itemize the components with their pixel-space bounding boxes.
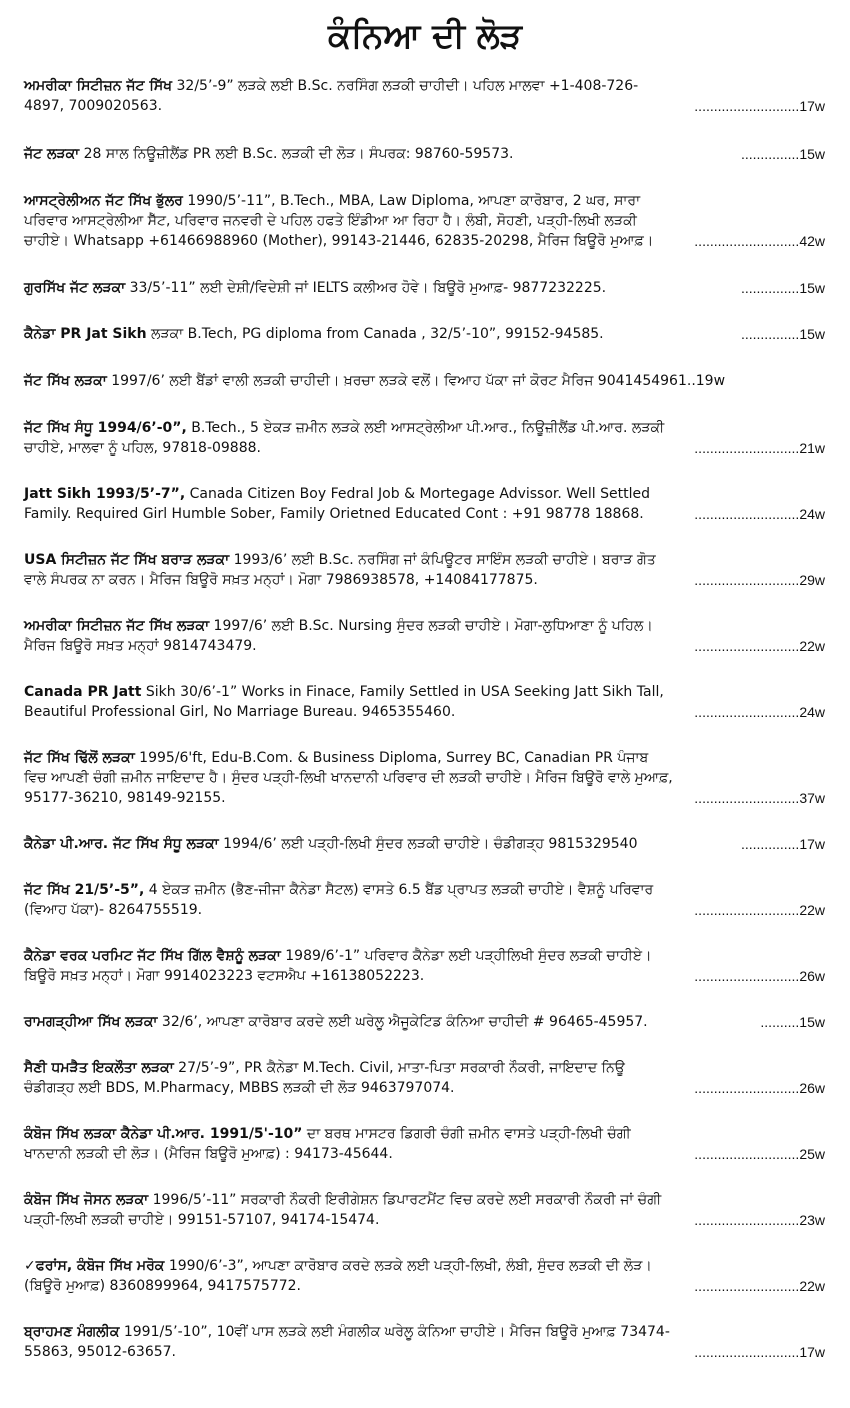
ad-code: ...........................21w: [694, 440, 825, 456]
classified-ad: [24, 76, 825, 116]
ad-code: ...........................42w: [694, 233, 825, 249]
classified-ad: [24, 1012, 825, 1032]
ad-code: ...........................25w: [694, 1146, 825, 1162]
classified-ad: [24, 144, 825, 164]
classified-ad: [24, 278, 825, 298]
classified-ad: [24, 1190, 825, 1230]
page-title: ਕੰਨਿਆ ਦੀ ਲੋੜ: [328, 16, 522, 56]
ad-heading: ਬ੍ਰਾਹਮਣ ਮੰਗਲੀਕ: [24, 1324, 120, 1340]
ad-code: ...............15w: [740, 280, 825, 296]
ad-code: ...........................26w: [694, 968, 825, 984]
classified-ad: [24, 1322, 825, 1362]
ad-text: 1991/5’-10”, 10ਵੀਂ ਪਾਸ ਲੜਕੇ ਲਈ ਮੰਗਲੀਕ ਘਰੇਲੂ ਕੰਨਿਆ ਚਾਹੀਏ। ਮੈਰਿਜ ਬਿਊਰੋ ਮੁਆਫ਼ 73474-55863, 95012-63657.: [24, 1324, 670, 1360]
ad-body: [24, 1012, 825, 1032]
ad-text: 27/5’-9”, PR ਕੈਨੇਡਾ M.Tech. Civil, ਮਾਤਾ-ਪਿਤਾ ਸਰਕਾਰੀ ਨੌਕਰੀ, ਜਾਇਦਾਦ ਨਿਊ ਚੰਡੀਗੜ੍ਹ ਲਈ BDS, M.Pharmacy, MBBS ਲੜਕੀ ਦੀ ਲੋੜ 9463797074.: [24, 1060, 625, 1096]
ad-code: ...........................17w: [694, 98, 825, 114]
classified-ad: [24, 880, 825, 920]
ad-code: ...........................22w: [694, 638, 825, 654]
ad-text: B.Tech., 5 ਏਕੜ ਜ਼ਮੀਨ ਲੜਕੇ ਲਈ ਆਸਟ੍ਰੇਲੀਆ ਪੀ.ਆਰ., ਨਿਊਜ਼ੀਲੈਂਡ ਪੀ.ਆਰ. ਲੜਕੀ ਚਾਹੀਏ, ਮਾਲਵਾ ਨੂੰ ਪਹਿਲ, 97818-09888.: [24, 420, 665, 456]
ad-text: 4 ਏਕੜ ਜ਼ਮੀਨ (ਭੈਣ-ਜੀਜਾ ਕੈਨੇਡਾ ਸੈਟਲ) ਵਾਸਤੇ 6.5 ਬੈਂਡ ਪ੍ਰਾਪਤ ਲੜਕੀ ਚਾਹੀਏ। ਵੈਸ਼ਨੂੰ ਪਰਿਵਾਰ (ਵਿਆਹ ਪੱਕਾ)- 8264755519.: [24, 882, 654, 918]
ad-heading: ਕੈਨੇਡਾ ਵਰਕ ਪਰਮਿਟ ਜੱਟ ਸਿੱਖ ਗਿੱਲ ਵੈਸ਼ਨੂੰ ਲੜਕਾ: [24, 948, 281, 964]
ad-code: ...........................23w: [694, 1212, 825, 1228]
ad-heading: ਅਮਰੀਕਾ ਸਿਟੀਜ਼ਨ ਜੱਟ ਸਿੱਖ ਲੜਕਾ: [24, 618, 210, 634]
ad-code: ...........................24w: [694, 506, 825, 522]
ad-text: 1994/6’ ਲਈ ਪੜ੍ਹੀ-ਲਿਖੀ ਸੁੰਦਰ ਲੜਕੀ ਚਾਹੀਏ। ਚੰਡੀਗੜ੍ਹ 9815329540: [223, 836, 638, 852]
classified-ad: [24, 682, 825, 722]
ad-heading: ਅਮਰੀਕਾ ਸਿਟੀਜ਼ਨ ਜੱਟ ਸਿੱਖ: [24, 78, 173, 94]
ad-heading: ਕੈਨੇਡਾ ਪੀ.ਆਰ. ਜੱਟ ਸਿੱਖ ਸੰਧੂ ਲੜਕਾ: [24, 836, 219, 852]
ad-text: Canada Citizen Boy Fedral Job & Mortegage Advissor. Well Settled Family. Required Girl Humble Sober, Family Orietned Educated Cont : +91 98778 18868.: [24, 486, 651, 522]
ad-code: ...............17w: [740, 836, 825, 852]
ad-text: 1997/6’ ਲਈ B.Sc. Nursing ਸੁੰਦਰ ਲੜਕੀ ਚਾਹੀਏ। ਮੋਗਾ-ਲੁਧਿਆਣਾ ਨੂੰ ਪਹਿਲ। ਮੈਰਿਜ ਬਿਊਰੋ ਸਖ਼ਤ ਮਨ੍ਹਾਂ 9814743479.: [24, 618, 653, 654]
classified-ad: [24, 1256, 825, 1296]
ad-text: Sikh 30/6’-1” Works in Finace, Family Settled in USA Seeking Jatt Sikh Tall, Beautiful Professional Girl, No Marriage Bureau. 9465355460.: [24, 684, 664, 720]
ad-code: ...........................29w: [694, 572, 825, 588]
ad-body: [24, 371, 825, 391]
classified-ad: [24, 324, 825, 344]
ad-text: 1990/6’-3”, ਆਪਣਾ ਕਾਰੋਬਾਰ ਕਰਦੇ ਲੜਕੇ ਲਈ ਪੜ੍ਹੀ-ਲਿਖੀ, ਲੰਬੀ, ਸੁੰਦਰ ਲੜਕੀ ਦੀ ਲੋੜ। (ਬਿਊਰੋ ਮੁਆਫ਼) 8360899964, 9417575772.: [24, 1258, 652, 1294]
ad-body: [24, 324, 825, 344]
classified-ad: [24, 748, 825, 808]
ad-heading: ਜੱਟ ਸਿੱਖ 21/5’-5”,: [24, 882, 145, 898]
ad-heading: ਜੱਟ ਸਿੱਖ ਲੜਕਾ: [24, 373, 107, 389]
classified-ad: [24, 371, 825, 391]
classified-ad: [24, 418, 825, 458]
classified-ad: [24, 834, 825, 854]
ad-text: 1997/6’ ਲਈ ਬੈਂਡਾਂ ਵਾਲੀ ਲੜਕੀ ਚਾਹੀਦੀ। ਖ਼ਰਚਾ ਲੜਕੇ ਵਲੋਂ। ਵਿਆਹ ਪੱਕਾ ਜਾਂ ਕੋਰਟ ਮੈਰਿਜ 9041454961..19w: [111, 373, 726, 389]
ad-heading: Jatt Sikh 1993/5’-7”,: [24, 486, 186, 502]
ad-text: 1990/5’-11”, B.Tech., MBA, Law Diploma, ਆਪਣਾ ਕਾਰੋਬਾਰ, 2 ਘਰ, ਸਾਰਾ ਪਰਿਵਾਰ ਆਸਟ੍ਰੇਲੀਆ ਸੈੱਟ, ਪਰਿਵਾਰ ਜਨਵਰੀ ਦੇ ਪਹਿਲ ਹਫਤੇ ਇੰਡੀਆ ਆ ਰਿਹਾ ਹੈ। ਲੰਬੀ, ਸੋਹਣੀ, ਪੜ੍ਹੀ-ਲਿਖੀ ਲੜਕੀ ਚਾਹੀਏ। Whatsapp +61466988960 (Mother), 99143-21446, 62835-20298, ਮੈਰਿਜ ਬਿਊਰੋ ਮੁਆਫ਼।: [24, 193, 654, 249]
ad-code: ...........................37w: [694, 790, 825, 806]
ad-code: ..........15w: [760, 1014, 825, 1030]
ad-heading: ਜੱਟ ਸਿੱਖ ਸੰਧੂ 1994/6’-0”,: [24, 420, 187, 436]
ad-heading: USA ਸਿਟੀਜ਼ਨ ਜੱਟ ਸਿੱਖ ਬਰਾੜ ਲੜਕਾ: [24, 552, 230, 568]
classified-ad: [24, 1058, 825, 1098]
ad-code: ...........................22w: [694, 902, 825, 918]
ad-body: [24, 278, 825, 298]
ad-text: 1996/5’-11” ਸਰਕਾਰੀ ਨੌਕਰੀ ਇਰੀਗੇਸ਼ਨ ਡਿਪਾਰਟਮੈਂਟ ਵਿਚ ਕਰਦੇ ਲਈ ਸਰਕਾਰੀ ਨੌਕਰੀ ਜਾਂ ਚੰਗੀ ਪੜ੍ਹੀ-ਲਿਖੀ ਲੜਕੀ ਚਾਹੀਏ। 99151-57107, 94174-15474.: [24, 1192, 662, 1228]
ad-text: 33/5’-11” ਲਈ ਦੇਸ਼ੀ/ਵਿਦੇਸ਼ੀ ਜਾਂ IELTS ਕਲੀਅਰ ਹੋਵੇ। ਬਿਊਰੋ ਮੁਆਫ਼- 9877232225.: [129, 280, 607, 296]
ad-code: ...........................24w: [694, 704, 825, 720]
classified-ad: [24, 550, 825, 590]
ad-heading: ਜੱਟ ਲੜਕਾ: [24, 146, 80, 162]
ad-code: ...........................17w: [694, 1344, 825, 1360]
ad-code: ...........................26w: [694, 1080, 825, 1096]
ad-heading: ✓ਫਰਾਂਸ, ਕੰਬੋਜ ਸਿੱਖ ਮਰੋਕ: [24, 1258, 165, 1274]
ad-heading: Canada PR Jatt: [24, 684, 142, 700]
classified-ad: [24, 616, 825, 656]
ad-heading: ਆਸਟ੍ਰੇਲੀਅਨ ਜੱਟ ਸਿੱਖ ਭੁੱਲਰ: [24, 193, 183, 209]
ad-text: 1995/6'ft, Edu-B.Com. & Business Diploma, Surrey BC, Canadian PR ਪੰਜਾਬ ਵਿਚ ਆਪਣੀ ਚੰਗੀ ਜ਼ਮੀਨ ਜਾਇਦਾਦ ਹੈ। ਸੁੰਦਰ ਪੜ੍ਹੀ-ਲਿਖੀ ਖਾਨਦਾਨੀ ਪਰਿਵਾਰ ਦੀ ਲੜਕੀ ਚਾਹੀਏ। ਮੈਰਿਜ ਬਿਊਰੋ ਵਾਲੇ ਮੁਆਫ਼, 95177-36210, 98149-92155.: [24, 750, 673, 806]
ad-body: [24, 834, 825, 854]
ad-heading: ਰਾਮਗੜ੍ਹੀਆ ਸਿੱਖ ਲੜਕਾ: [24, 1014, 158, 1030]
ad-code: ...........................22w: [694, 1278, 825, 1294]
ad-code: ...............15w: [740, 326, 825, 342]
ad-heading: ਕੰਬੋਜ ਸਿੱਖ ਜੋਸਨ ਲੜਕਾ: [24, 1192, 149, 1208]
ad-heading: ਕੈਨੇਡਾ PR Jat Sikh: [24, 326, 147, 342]
ad-text: 32/5’-9” ਲੜਕੇ ਲਈ B.Sc. ਨਰਸਿੰਗ ਲੜਕੀ ਚਾਹੀਦੀ। ਪਹਿਲ ਮਾਲਵਾ +1-408-726-4897, 7009020563.: [24, 78, 639, 114]
ad-heading: ਸੈਣੀ ਧਮੜੈਤ ਇਕਲੌਤਾ ਲੜਕਾ: [24, 1060, 174, 1076]
classified-ad: [24, 191, 825, 251]
ad-heading: ਕੰਬੋਜ ਸਿੱਖ ਲੜਕਾ ਕੈਨੇਡਾ ਪੀ.ਆਰ. 1991/5'-10”: [24, 1126, 303, 1142]
classified-ad: [24, 946, 825, 986]
classified-list: [24, 76, 825, 1362]
ad-heading: ਗੁਰਸਿੱਖ ਜੱਟ ਲੜਕਾ: [24, 280, 126, 296]
ad-text: 1993/6’ ਲਈ B.Sc. ਨਰਸਿੰਗ ਜਾਂ ਕੰਪਿਊਟਰ ਸਾਇੰਸ ਲੜਕੀ ਚਾਹੀਏ। ਬਰਾੜ ਗੋਤ ਵਾਲੇ ਸੰਪਰਕ ਨਾ ਕਰਨ। ਮੈਰਿਜ ਬਿਊਰੋ ਸਖ਼ਤ ਮਨ੍ਹਾਂ। ਮੋਗਾ 7986938578, +14084177875.: [24, 552, 656, 588]
classified-ad: [24, 1124, 825, 1164]
ad-text: 28 ਸਾਲ ਨਿਊਜ਼ੀਲੈਂਡ PR ਲਈ B.Sc. ਲੜਕੀ ਦੀ ਲੋੜ। ਸੰਪਰਕ: 98760-59573.: [83, 146, 514, 162]
classified-ad: [24, 484, 825, 524]
ad-text: ਦਾ ਬਰਥ ਮਾਸਟਰ ਡਿਗਰੀ ਚੰਗੀ ਜ਼ਮੀਨ ਵਾਸਤੇ ਪੜ੍ਹੀ-ਲਿਖੀ ਚੰਗੀ ਖਾਨਦਾਨੀ ਲੜਕੀ ਦੀ ਲੋੜ। (ਮੈਰਿਜ ਬਿਊਰੋ ਮੁਆਫ਼) : 94173-45644.: [24, 1126, 631, 1162]
ad-text: 32/6’, ਆਪਣਾ ਕਾਰੋਬਾਰ ਕਰਦੇ ਲਈ ਘਰੇਲੂ ਐਜੂਕੇਟਿਡ ਕੰਨਿਆ ਚਾਹੀਦੀ # 96465-45957.: [161, 1014, 648, 1030]
ad-text: ਲੜਕਾ B.Tech, PG diploma from Canada , 32/5’-10”, 99152-94585.: [151, 326, 604, 342]
ad-heading: ਜੱਟ ਸਿੱਖ ਢਿੱਲੋਂ ਲੜਕਾ: [24, 750, 135, 766]
ad-code: ...............15w: [740, 146, 825, 162]
ad-text: 1989/6’-1” ਪਰਿਵਾਰ ਕੈਨੇਡਾ ਲਈ ਪੜ੍ਹੀਲਿਖੀ ਸੁੰਦਰ ਲੜਕੀ ਚਾਹੀਏ। ਬਿਊਰੋ ਸਖ਼ਤ ਮਨ੍ਹਾਂ। ਮੋਗਾ 9914023223 ਵਟਸਐਪ +16138052223.: [24, 948, 652, 984]
ad-body: [24, 144, 825, 164]
